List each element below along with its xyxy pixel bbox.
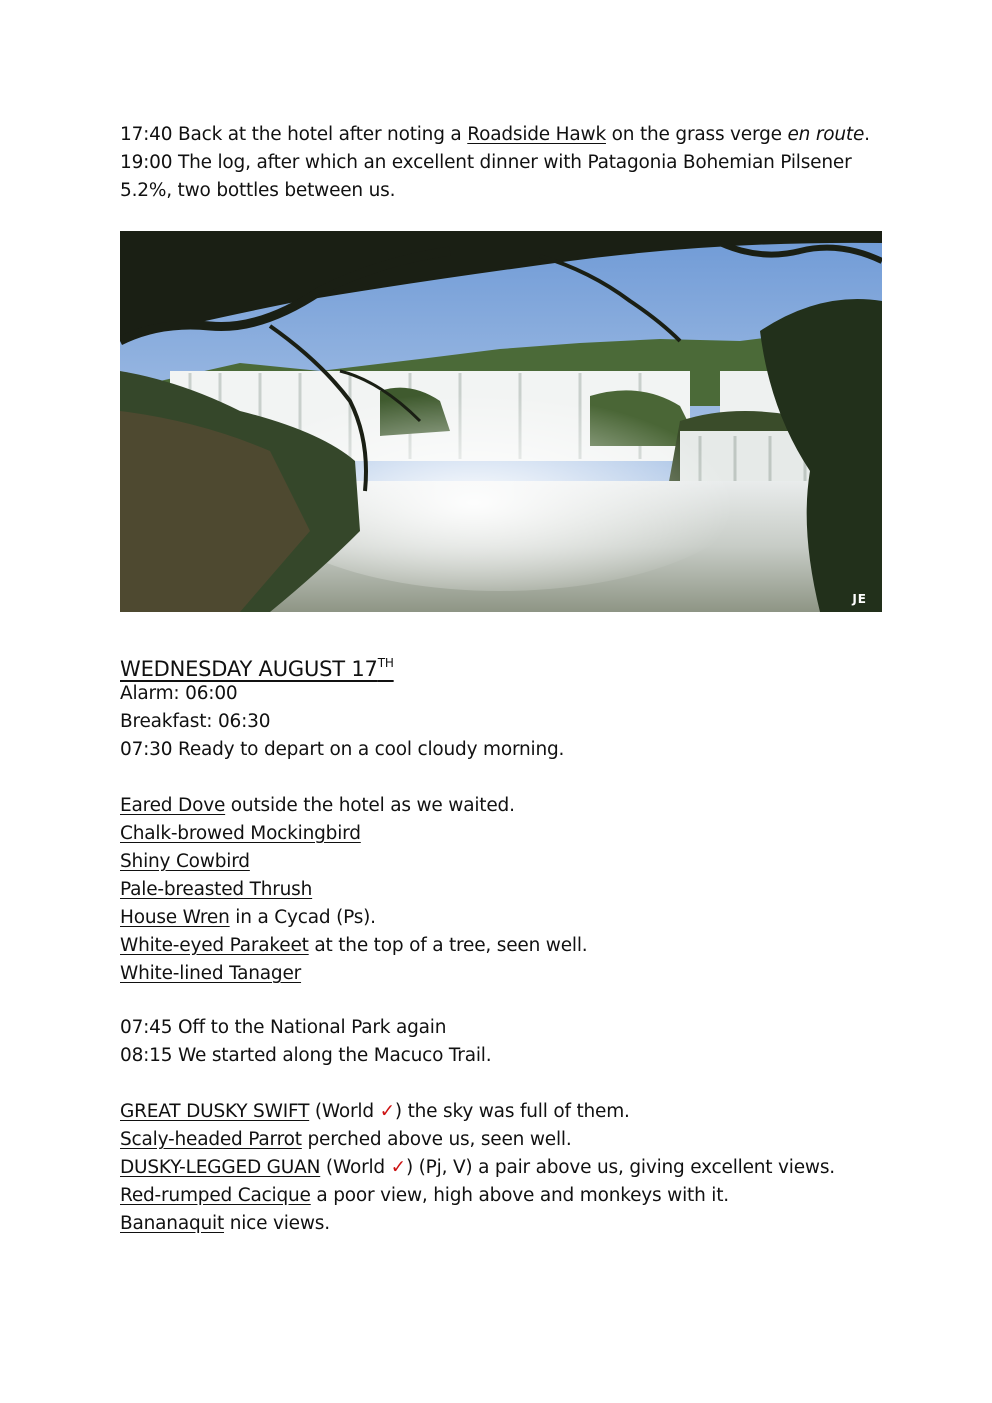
list-item xyxy=(120,820,890,848)
intro-line-1-middle: on the grass verge xyxy=(605,124,788,145)
species-pre: (World xyxy=(309,1101,380,1122)
intro-line-1-italic: en route xyxy=(787,124,865,145)
travel-block xyxy=(120,1014,890,1070)
list-item xyxy=(120,1210,890,1238)
intro-line-1 xyxy=(120,121,890,149)
species-note: outside the hotel as we waited. xyxy=(225,795,515,816)
travel-line-1: 07:45 Off to the National Park again xyxy=(120,1017,447,1038)
species-pre: perched above us, seen well. xyxy=(301,1129,572,1150)
species-pre: nice views. xyxy=(224,1213,330,1234)
species-roadside-hawk: Roadside Hawk xyxy=(467,124,606,145)
species-post: ) the sky was full of them. xyxy=(394,1101,630,1122)
species-name: Pale-breasted Thrush xyxy=(120,879,313,900)
species-pre: a poor view, high above and monkeys with it. xyxy=(310,1185,729,1206)
check-icon: ✓ xyxy=(379,1101,395,1122)
species-note: at the top of a tree, seen well. xyxy=(308,935,588,956)
species-name: Red-rumped Cacique xyxy=(120,1185,311,1206)
list-item xyxy=(120,792,890,820)
intro-line-1-before: 17:40 Back at the hotel after noting a xyxy=(120,124,468,145)
species-name: House Wren xyxy=(120,907,230,928)
travel-line-2: 08:15 We started along the Macuco Trail. xyxy=(120,1045,492,1066)
trail-sightings xyxy=(120,1098,890,1238)
list-item xyxy=(120,932,890,960)
species-name: Bananaquit xyxy=(120,1213,225,1234)
species-note: in a Cycad (Ps). xyxy=(229,907,376,928)
hotel-sightings xyxy=(120,792,890,988)
list-item xyxy=(120,1154,890,1182)
species-name: GREAT DUSKY SWIFT xyxy=(120,1101,310,1122)
intro-line-3: 5.2%, two bottles between us. xyxy=(120,180,396,201)
photo-credit: JE xyxy=(852,592,867,606)
species-name: Shiny Cowbird xyxy=(120,851,250,872)
species-pre: (World xyxy=(320,1157,391,1178)
day-heading-text: WEDNESDAY AUGUST 17 xyxy=(120,657,378,681)
day-heading xyxy=(120,648,394,684)
list-item xyxy=(120,1182,890,1210)
list-item xyxy=(120,960,890,988)
schedule-breakfast: Breakfast: 06:30 xyxy=(120,711,271,732)
list-item xyxy=(120,876,890,904)
list-item xyxy=(120,1098,890,1126)
species-name: DUSKY-LEGGED GUAN xyxy=(120,1157,321,1178)
species-post: ) (Pj, V) a pair above us, giving excellent views. xyxy=(405,1157,835,1178)
species-name: White-lined Tanager xyxy=(120,963,302,984)
waterfall-photo xyxy=(120,231,882,612)
intro-line-1-after: . xyxy=(864,124,870,145)
intro-block xyxy=(120,121,890,205)
species-name: Chalk-browed Mockingbird xyxy=(120,823,361,844)
check-icon: ✓ xyxy=(390,1157,406,1178)
schedule-depart: 07:30 Ready to depart on a cool cloudy morning. xyxy=(120,739,565,760)
waterfall-photo-icon xyxy=(120,231,882,612)
schedule-block xyxy=(120,680,890,764)
schedule-alarm: Alarm: 06:00 xyxy=(120,683,238,704)
list-item xyxy=(120,848,890,876)
species-name: Scaly-headed Parrot xyxy=(120,1129,302,1150)
intro-line-2: 19:00 The log, after which an excellent dinner with Patagonia Bohemian Pilsener xyxy=(120,152,852,173)
list-item xyxy=(120,904,890,932)
list-item xyxy=(120,1126,890,1154)
species-name: White-eyed Parakeet xyxy=(120,935,309,956)
day-heading-suffix: TH xyxy=(377,656,394,670)
species-name: Eared Dove xyxy=(120,795,226,816)
